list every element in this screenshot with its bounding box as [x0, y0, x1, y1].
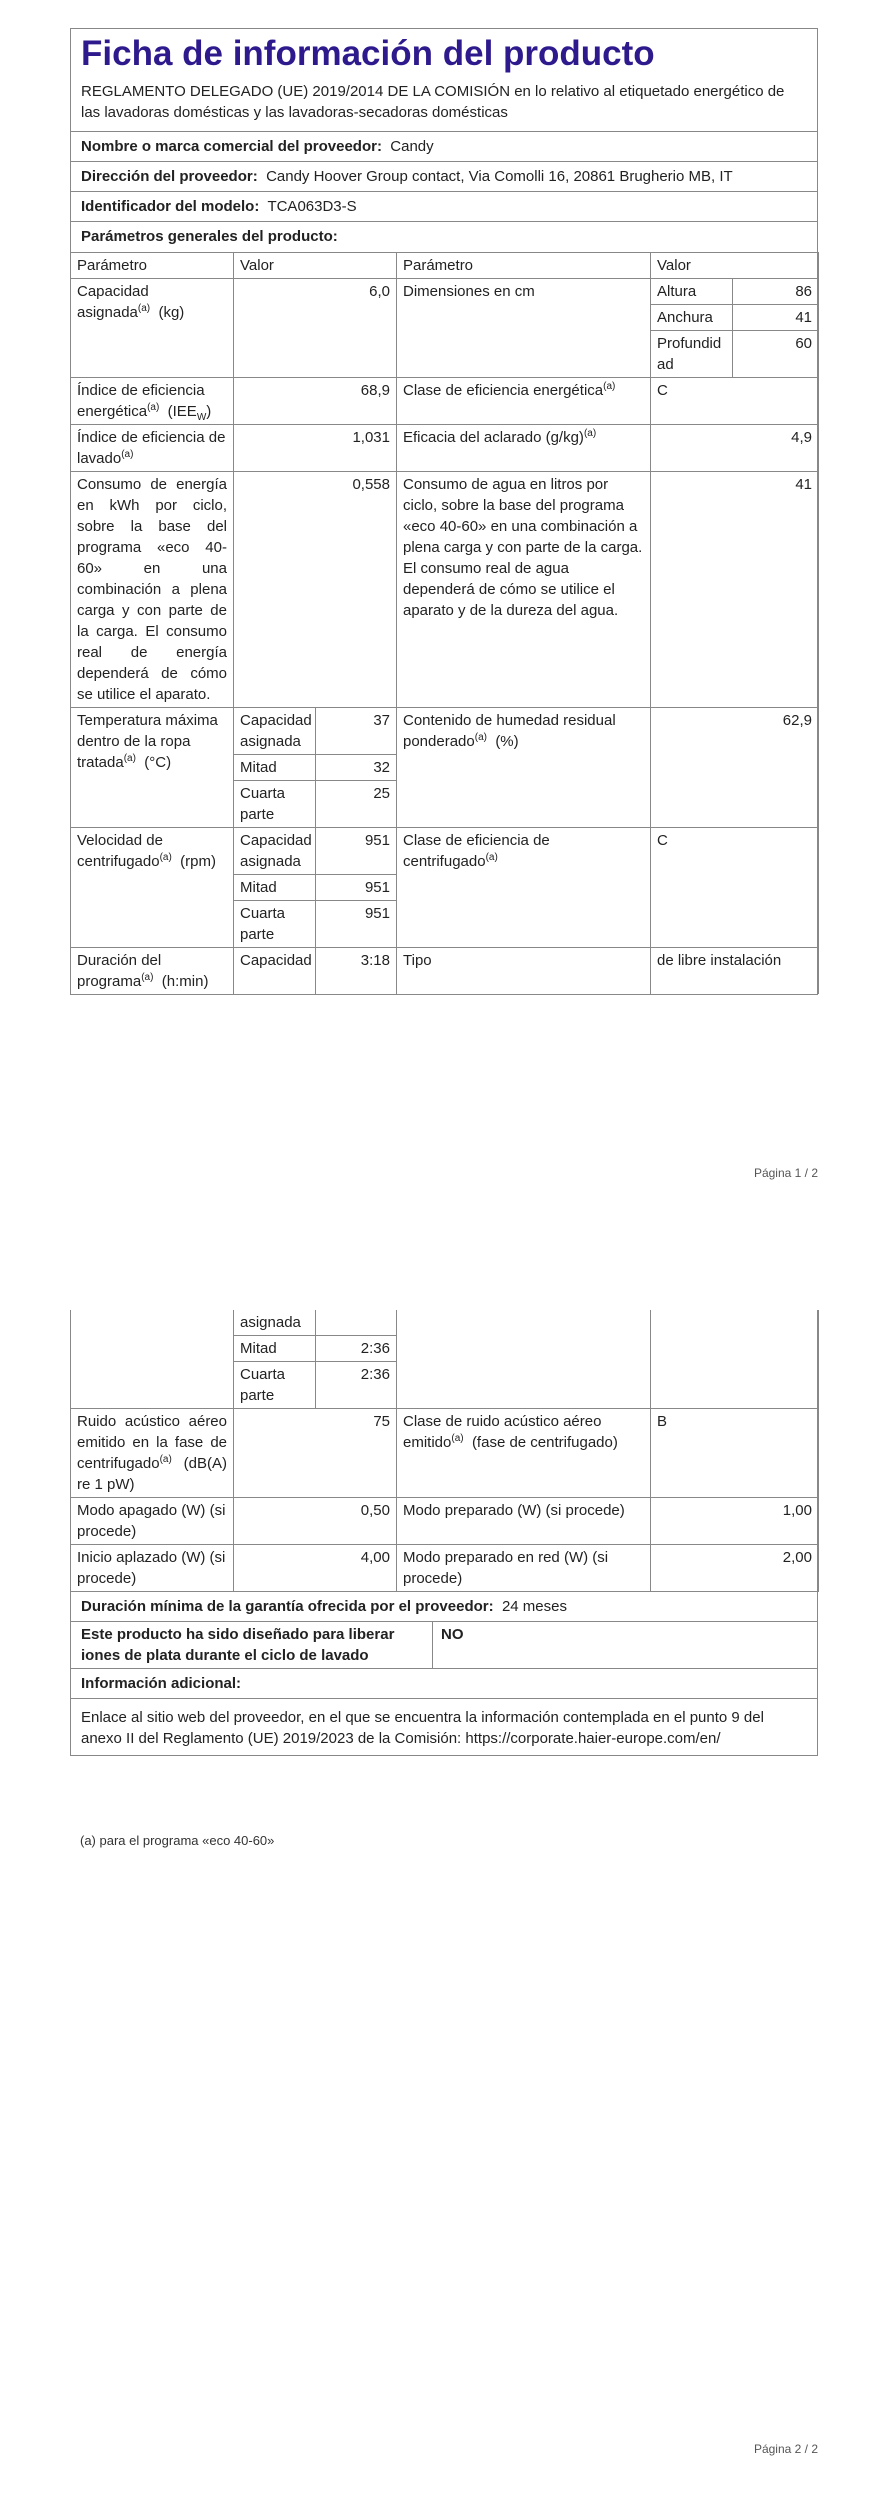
table-header-row	[71, 253, 819, 279]
duration-value-quarter: 2:36	[316, 1362, 397, 1409]
moisture-unit: (%)	[495, 733, 519, 750]
table-row	[71, 1498, 819, 1545]
header-param: Parámetro	[71, 253, 234, 279]
temperature-load-full: Capacidad asignada	[234, 708, 316, 755]
eei-label-cell	[71, 378, 234, 425]
networked-standby-value: 2,00	[651, 1545, 819, 1592]
energy-class-value: C	[651, 378, 819, 425]
noise-unit: (dB(A) re 1 pW)	[77, 1455, 227, 1493]
additional-label: Información adicional:	[81, 1675, 242, 1692]
energy-class-label-cell	[397, 378, 651, 425]
table-row	[71, 279, 819, 305]
spin-class-value: C	[651, 828, 819, 948]
noise-class-sup: (a)	[451, 1433, 464, 1444]
model-value: TCA063D3-S	[267, 198, 357, 215]
spin-load-full: Capacidad asignada	[234, 828, 316, 875]
temperature-label: Temperatura máxima dentro de la ropa tratada	[77, 712, 218, 771]
washing-label-cell	[71, 425, 234, 472]
supplier-label: Nombre o marca comercial del proveedor:	[81, 138, 382, 155]
washing-sup: (a)	[121, 449, 134, 460]
supplier-row	[71, 131, 817, 161]
width-value: 41	[733, 305, 819, 331]
eei-unit-sub: W	[196, 412, 207, 423]
table-row	[71, 708, 819, 755]
moisture-label: Contenido de humedad residual ponderado	[403, 712, 616, 750]
duration-sup: (a)	[141, 972, 154, 983]
page-number-2: Página 2 / 2	[753, 2442, 818, 2456]
rinsing-label: Eficacia del aclarado (g/kg)	[403, 429, 584, 446]
off-mode-value: 0,50	[234, 1498, 397, 1545]
noise-class-label: Clase de ruido acústico aéreo emitido	[403, 1413, 602, 1451]
eei-value: 68,9	[234, 378, 397, 425]
capacity-value: 6,0	[234, 279, 397, 378]
duration-label-cell	[71, 948, 234, 995]
spin-speed-label-cell	[71, 828, 234, 948]
address-label: Dirección del proveedor:	[81, 168, 258, 185]
model-label: Identificador del modelo:	[81, 198, 260, 215]
standby-value: 1,00	[651, 1498, 819, 1545]
capacity-label: Capacidad asignada	[77, 283, 149, 321]
capacity-unit: (kg)	[158, 304, 185, 321]
spin-load-half: Mitad	[234, 875, 316, 901]
address-value: Candy Hoover Group contact, Via Comolli 16, 20861 Brugherio MB, IT	[266, 168, 733, 185]
noise-label-cell	[71, 1409, 234, 1498]
temperature-load-quarter: Cuarta parte	[234, 781, 316, 828]
table-row	[71, 828, 819, 875]
eei-label: Índice de eficiencia energética	[77, 382, 205, 420]
capacity-label-cell	[71, 279, 234, 378]
additional-info-row	[71, 1668, 817, 1698]
table-row	[71, 378, 819, 425]
supplier-value: Candy	[390, 138, 434, 155]
warranty-label: Duración mínima de la garantía ofrecida por el proveedor:	[81, 1598, 494, 1615]
noise-sup: (a)	[159, 1454, 172, 1465]
page-title: Ficha de información del producto	[81, 34, 655, 73]
table-row	[71, 948, 819, 995]
rinsing-value: 4,9	[651, 425, 819, 472]
depth-label: Profundidad	[651, 331, 733, 378]
duration-unit: (h:min)	[161, 973, 209, 990]
params-table-1	[70, 252, 819, 994]
duration-value-full: 3:18	[316, 948, 397, 995]
duration-value-continued	[316, 1310, 397, 1336]
silver-label: Este producto ha sido diseñado para liberar iones de plata durante el ciclo de lavado	[71, 1622, 433, 1668]
params-table-2	[70, 1310, 819, 1592]
rinsing-sup: (a)	[583, 428, 597, 439]
noise-class-value: B	[651, 1409, 819, 1498]
table-row	[71, 1409, 819, 1498]
duration-value-half: 2:36	[316, 1336, 397, 1362]
duration-load-full-bottom: asignada	[234, 1310, 316, 1336]
spin-value-half: 951	[316, 875, 397, 901]
off-mode-label: Modo apagado (W) (si procede)	[71, 1498, 234, 1545]
page-2	[0, 1250, 888, 2510]
temperature-value-full: 37	[316, 708, 397, 755]
energy-consumption-value: 0,558	[234, 472, 397, 708]
temperature-unit: (°C)	[144, 754, 172, 771]
header-param-2: Parámetro	[397, 253, 651, 279]
noise-class-label-end: (fase de centrifugado)	[471, 1434, 618, 1451]
water-consumption-value: 41	[651, 472, 819, 708]
temperature-load-half: Mitad	[234, 755, 316, 781]
delay-start-label: Inicio aplazado (W) (si procede)	[71, 1545, 234, 1592]
table-row	[71, 1310, 819, 1336]
noise-value: 75	[234, 1409, 397, 1498]
type-label-continued	[397, 1310, 651, 1409]
duration-load-half: Mitad	[234, 1336, 316, 1362]
table-row	[71, 1545, 819, 1592]
type-label: Tipo	[397, 948, 651, 995]
rinsing-label-cell	[397, 425, 651, 472]
spin-speed-unit: (rpm)	[180, 853, 216, 870]
energy-class-sup: (a)	[603, 381, 616, 392]
moisture-label-cell	[397, 708, 651, 828]
temperature-sup: (a)	[123, 753, 136, 764]
duration-label-continued	[71, 1310, 234, 1409]
dimensions-label: Dimensiones en cm	[397, 279, 651, 378]
height-value: 86	[733, 279, 819, 305]
networked-standby-label: Modo preparado en red (W) (si procede)	[397, 1545, 651, 1592]
spin-class-sup: (a)	[485, 852, 498, 863]
standby-label: Modo preparado (W) (si procede)	[397, 1498, 651, 1545]
eei-unit-end: )	[206, 403, 212, 420]
width-label: Anchura	[651, 305, 733, 331]
model-row	[71, 191, 817, 221]
eei-unit: (IEE	[167, 403, 197, 420]
noise-label: Ruido acústico aéreo emitido en la fase de centrifugado	[77, 1413, 227, 1472]
spin-load-quarter: Cuarta parte	[234, 901, 316, 948]
page-1	[0, 0, 888, 1250]
washing-value: 1,031	[234, 425, 397, 472]
address-row	[71, 161, 817, 191]
additional-text: Enlace al sitio web del proveedor, en el que se encuentra la información contemplada en el punto 9 del anexo II del Reglamento (UE) 2019/2023 de la Comisión: https://corporate.haier-europe.com/en/	[71, 1698, 817, 1755]
water-consumption-label: Consumo de agua en litros por ciclo, sobre la base del programa «eco 40-60» en una combinación a plena carga y con parte de la carga. El consumo real de agua dependerá de cómo se utilice el aparato y de la dureza del agua.	[397, 472, 651, 708]
spin-speed-sup: (a)	[159, 852, 172, 863]
product-sheet	[70, 28, 818, 995]
warranty-value: 24 meses	[501, 1598, 567, 1615]
general-params-label: Parámetros generales del producto:	[81, 228, 338, 245]
duration-load-full-top: Capacidad	[234, 948, 316, 995]
capacity-sup: (a)	[137, 303, 151, 314]
duration-load-quarter: Cuarta parte	[234, 1362, 316, 1409]
delay-start-value: 4,00	[234, 1545, 397, 1592]
type-value-continued	[651, 1310, 819, 1409]
spin-speed-label: Velocidad de centrifugado	[77, 832, 163, 870]
temperature-value-half: 32	[316, 755, 397, 781]
general-params-row	[71, 221, 817, 252]
spin-value-full: 951	[316, 828, 397, 875]
washing-label: Índice de eficiencia de lavado	[77, 429, 226, 467]
temperature-label-cell	[71, 708, 234, 828]
spin-value-quarter: 951	[316, 901, 397, 948]
type-value: de libre instalación	[651, 948, 819, 995]
height-label: Altura	[651, 279, 733, 305]
depth-value: 60	[733, 331, 819, 378]
warranty-row	[71, 1592, 817, 1621]
header-value-2: Valor	[651, 253, 819, 279]
moisture-sup: (a)	[474, 732, 487, 743]
energy-class-label: Clase de eficiencia energética	[403, 382, 604, 399]
silver-value: NO	[441, 1626, 464, 1643]
silver-row	[71, 1621, 817, 1668]
noise-class-label-cell	[397, 1409, 651, 1498]
footnote: (a) para el programa «eco 40-60»	[80, 1833, 275, 1848]
spin-class-label: Clase de eficiencia de centrifugado	[403, 832, 550, 870]
energy-consumption-label: Consumo de energía en kWh por ciclo, sobre la base del programa «eco 40-60» en una combinación a plena carga y con parte de la carga. El consumo real de energía dependerá de cómo se utilice el aparato.	[71, 472, 234, 708]
table-row	[71, 472, 819, 708]
product-sheet-continued	[70, 1310, 818, 1756]
header-value: Valor	[234, 253, 397, 279]
temperature-value-quarter: 25	[316, 781, 397, 828]
spin-class-label-cell	[397, 828, 651, 948]
eei-sup: (a)	[147, 402, 160, 413]
page-number-1: Página 1 / 2	[753, 1166, 818, 1180]
duration-label: Duración del programa	[77, 952, 162, 990]
moisture-value: 62,9	[651, 708, 819, 828]
regulation-subtitle: REGLAMENTO DELEGADO (UE) 2019/2014 DE LA COMISIÓN en lo relativo al etiquetado energético de las lavadoras domésticas y las lavadoras-secadoras domésticas	[81, 83, 785, 121]
table-row	[71, 425, 819, 472]
